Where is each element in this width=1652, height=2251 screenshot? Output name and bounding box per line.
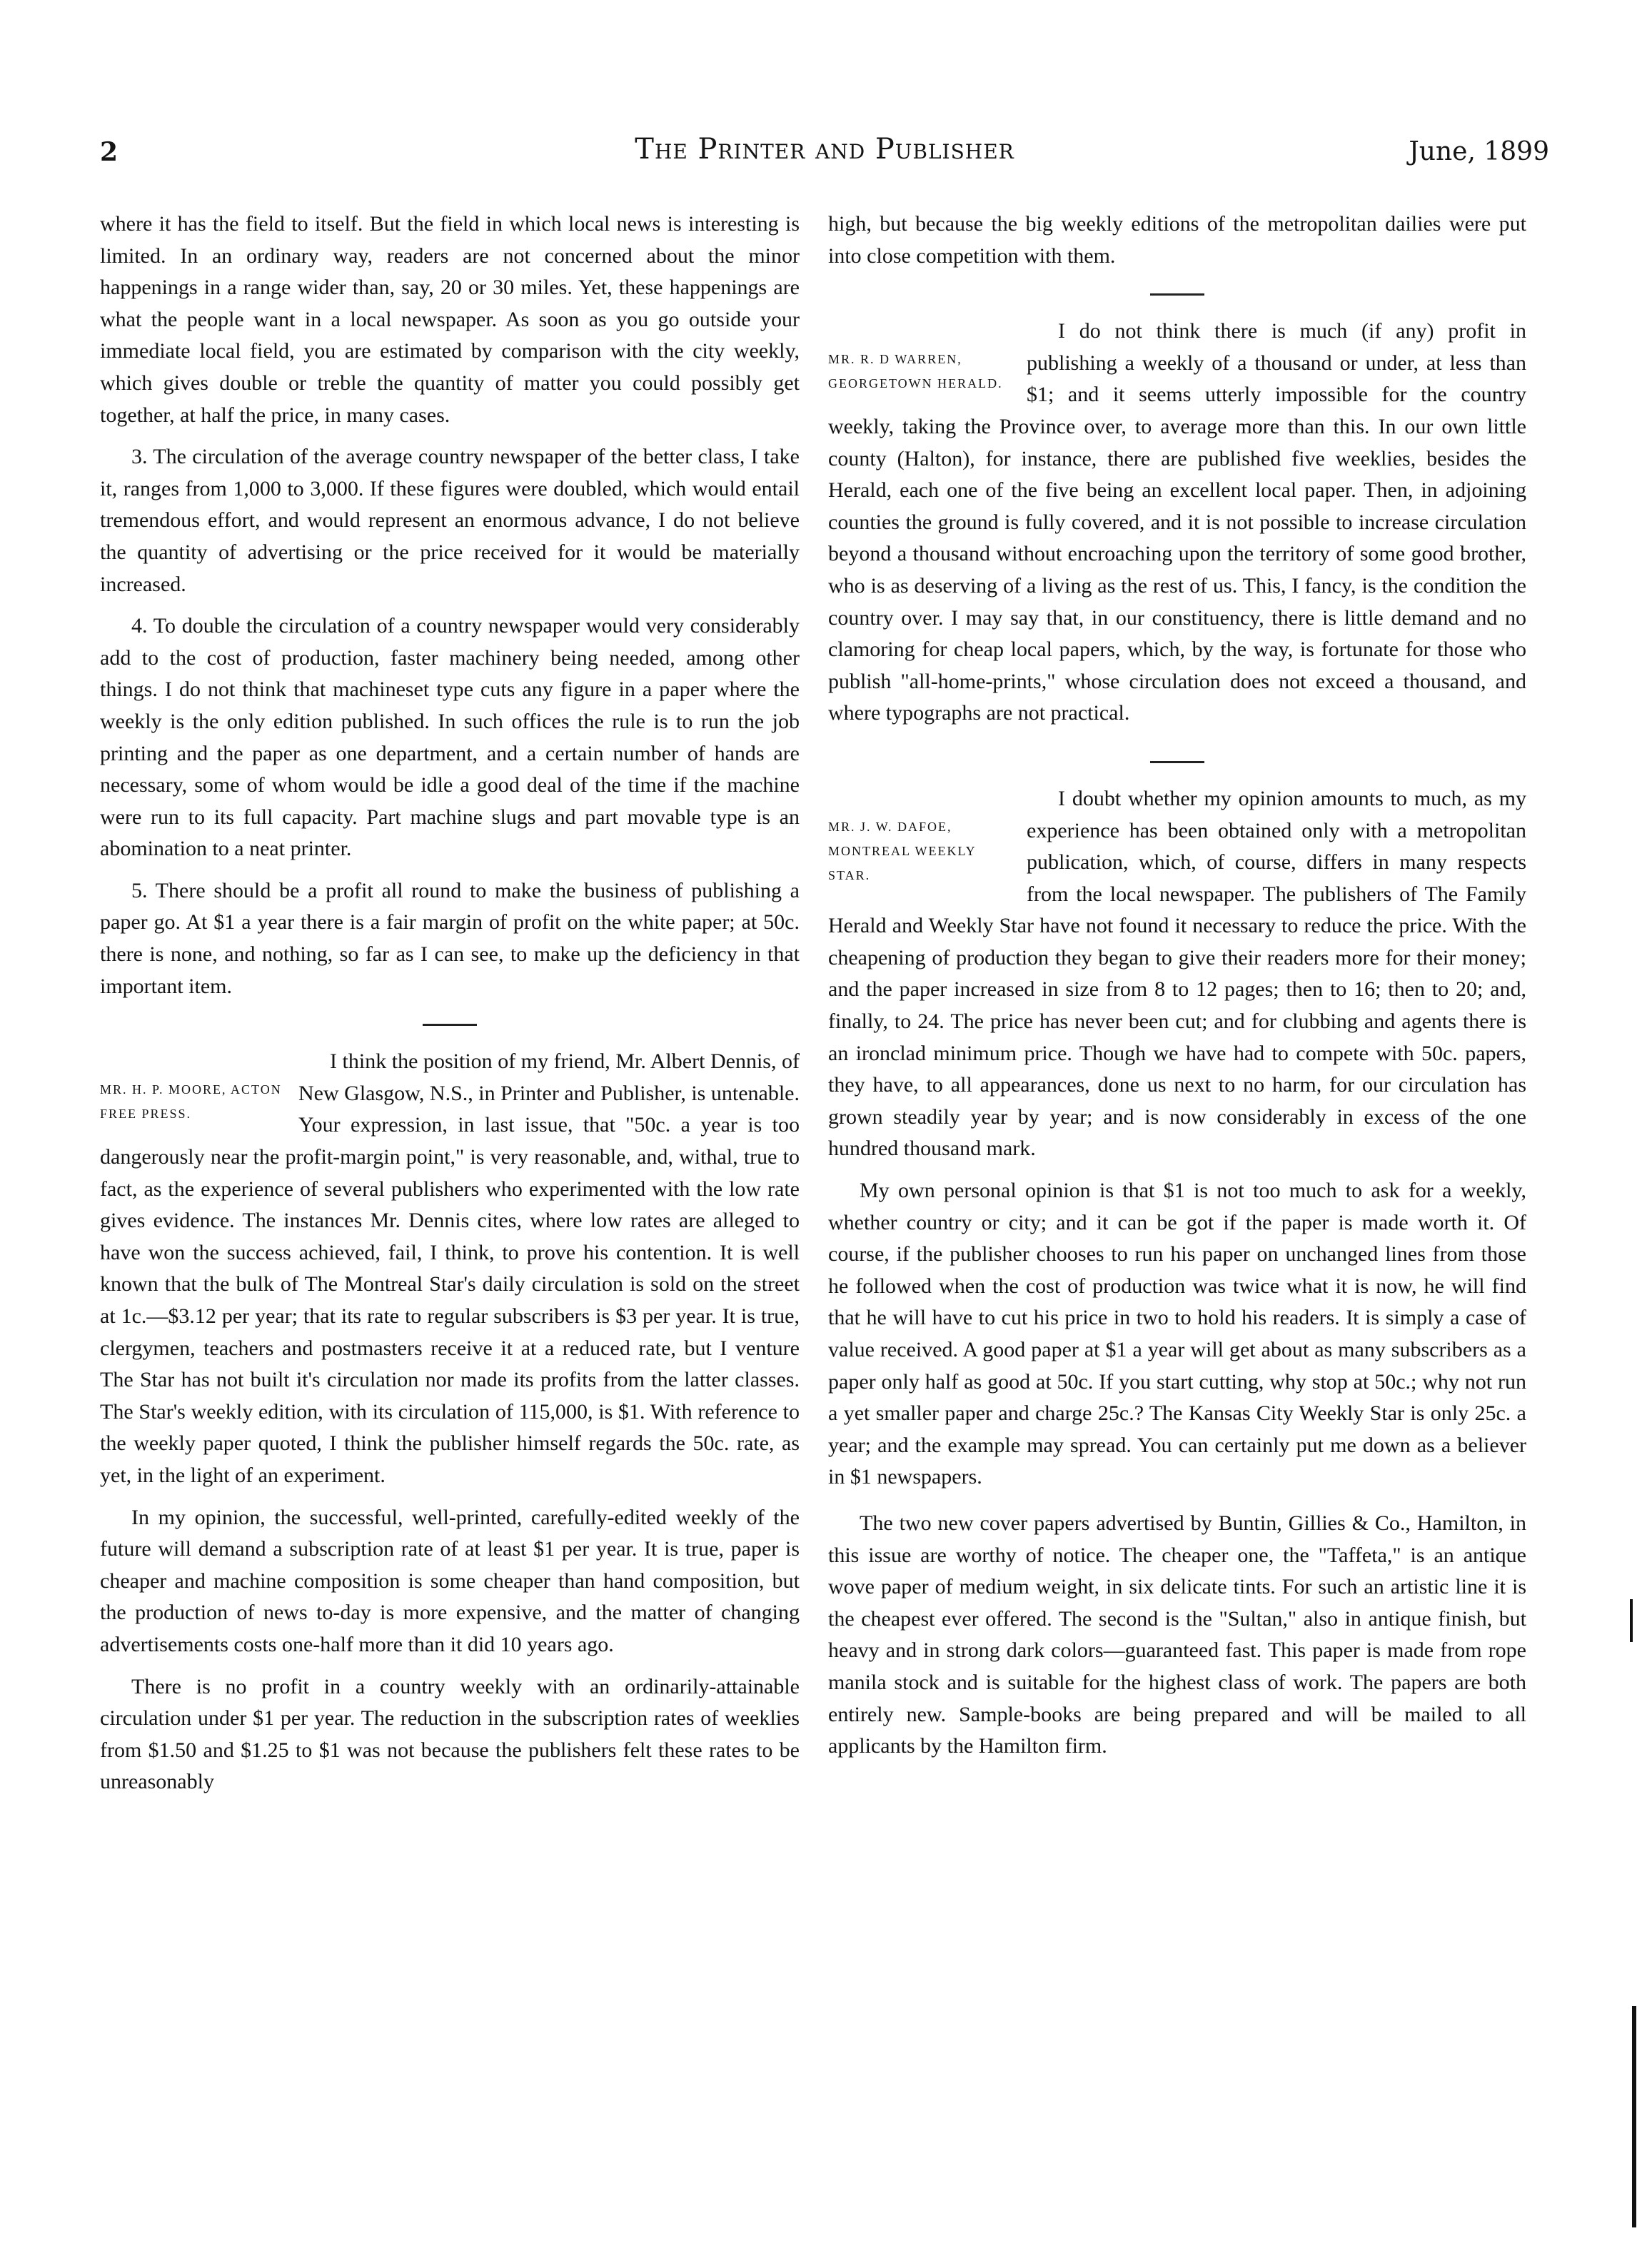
scan-mark [1632, 2006, 1636, 2227]
paragraph: There is no profit in a country weekly with an ordinarily-attainable circulation under $1 per year. The reduction in the subscription rates of weeklies from $1.50 and $1.25 to $1 was not because the publishers felt these rates to be unreasonably [100, 1674, 800, 1794]
author-sidenote: MR. J. W. DAFOE, MONTREAL WEEKLY STAR. [828, 819, 977, 882]
paragraph: 4. To double the circulation of a country newspaper would very considerably add to the cost of production, faster machinery being needed, among other things. I do not think that machineset type cuts any figure in a paper where the weekly is the only edition published. In such offices the rule is to run the job printing and the paper as one department, and a certain number of hands are necessary, some of whom would be idle a good deal of the time if the machine were run to its full capacity. Part machine slugs and part movable type is an abomination to a neat printer. [100, 614, 800, 861]
page-number: 2 [100, 137, 119, 167]
paragraph: I doubt whether my opinion amounts to much, as my experience has been obtained only with a metropolitan publication, which, of course, differs in many respects from the local newspaper. The publishers of The Family Herald and Weekly Star have not found it necessary to reduce the price. With the cheapening of production they began to give their readers more for their money; and the paper increased in size from 8 to 12 pages; then to 16; then to 20; and, finally, to 24. The price has never been cut; and for clubbing and agents there is an ironclad minimum price. Though we have had to compete with 50c. papers, they have, to all appearances, done us next to no harm, for our circulation has grown steadily year by year; and is now considerably in excess of the one hundred thousand mark. [828, 786, 1526, 1161]
paragraph: In my opinion, the successful, well-printed, carefully-edited weekly of the future will demand a subscription rate of at least $1 per year. It is true, paper is cheaper and machine composition is some cheaper than hand composition, but the production of news to-day is more expensive, and the matter of changing advertisements costs one-half more than it did 10 years ago. [100, 1505, 800, 1656]
page-header [100, 133, 1549, 177]
paragraph: The two new cover papers advertised by Buntin, Gillies & Co., Hamilton, in this issue are worthy of notice. The cheaper one, the "Taffeta," is an antique wove paper of medium weight, in six delicate tints. For such an artistic line it is the cheapest ever offered. The second is the "Sultan," also in antique finish, but heavy and in strong dark colors—guaranteed fast. This paper is made from rope manila stock and is suitable for the highest class of work. The papers are both entirely new. Sample-books are being prepared and will be mailed to all applicants by the Hamilton firm. [828, 1511, 1526, 1758]
paragraph: where it has the field to itself. But the field in which local news is interesting is limited. In an ordinary way, readers are not concerned about the minor happenings in a range wider than, say, 20 or 30 miles. Yet, these happenings are what the people want in a local newspaper. As soon as you go outside your immediate local field, you are estimated by comparison with the city weekly, which gives double or treble the quantity of matter you could possibly get together, at half the price, in many cases. [100, 212, 800, 427]
right-column [828, 208, 1526, 1773]
left-column [100, 208, 800, 1808]
section-divider [423, 1024, 477, 1026]
paragraph: 3. The circulation of the average country newspaper of the better class, I take it, ranges from 1,000 to 3,000. If these figures were doubled, which would entail tremendous effort, and would represent an enormous advance, I do not believe the quantity of advertising or the price received for it would be materially increased. [100, 445, 800, 596]
paragraph: 5. There should be a profit all round to make the business of publishing a paper go. At $1 a year there is a fair margin of profit on the white paper; at 50c. there is none, and nothing, so far as I can see, to make up the deficiency in that important item. [100, 878, 800, 998]
paragraph: My own personal opinion is that $1 is not too much to ask for a weekly, whether country or city; and it can be got if the paper is made worth it. Of course, if the publisher chooses to run his paper on unchanged lines from those he followed when the cost of production was twice what it is now, he will find that he will have to cut his price in two to hold his readers. It is simply a case of value received. A good paper at $1 a year will get about as many subscribers as a paper only half as good at 50c. If you start cutting, why stop at 50c.; why not run a yet smaller paper and charge 25c.? The Kansas City Weekly Star is only 25c. a year; and the example may spread. You can certainly put me down as a believer in $1 newspapers. [828, 1179, 1526, 1489]
issue-date: June, 1899 [1409, 137, 1549, 166]
scan-mark [1630, 1599, 1633, 1642]
paragraph: I do not think there is much (if any) profit in publishing a weekly of a thousand or under, at less than $1; and it seems utterly impossible for the country weekly, taking the Province over, to average more than this. In our own little county (Halton), for instance, there are published five weeklies, besides the Herald, each one of the five being an excellent local paper. Then, in adjoining counties the ground is fully covered, and it is not possible to increase circulation beyond a thousand without encroaching upon the territory of some good brother, who is as deserving of a living as the rest of us. This, I fancy, is the condition the country over. I may say that, in our constituency, there is little demand and no clamoring for cheap local papers, which, by the way, is fortunate for those who publish "all-home-prints," whose circulation does not exceed a thousand, and where typographs are not practical. [828, 319, 1526, 725]
letter-moore [100, 1046, 800, 1501]
section-divider [1150, 293, 1204, 296]
section-divider [1150, 761, 1204, 763]
paragraph: high, but because the big weekly editions of the metropolitan dailies were put into close competition with them. [828, 212, 1526, 268]
author-sidenote: MR. H. P. MOORE, ACTON FREE PRESS. [100, 1082, 282, 1122]
letter-warren [828, 316, 1526, 740]
letter-dafoe [828, 783, 1526, 1175]
paragraph: I think the position of my friend, Mr. Albert Dennis, of New Glasgow, N.S., in Printer and Publisher, is untenable. Your expression, in last issue, that "50c. a year is too dangerously near the profit-margin point," is very reasonable, and, withal, true to fact, as the experience of several publishers who experimented with the low rate gives evidence. The instances Mr. Dennis cites, where low rates are alleged to have won the success achieved, fail, I think, to prove his contention. It is well known that the bulk of The Montreal Star's daily circulation is sold on the street at 1c.—$3.12 per year; that its rate to regular subscribers is $3 per year. It is true, clergymen, teachers and postmasters receive it at a reduced rate, but I venture The Star has not built it's circulation nor made its profits from the latter classes. The Star's weekly edition, with its circulation of 115,000, is $1. With reference to the weekly paper quoted, I think the publisher himself regards the 50c. rate, as yet, in the light of an experiment. [100, 1049, 800, 1487]
journal-title: The Printer and Publisher [635, 133, 1014, 166]
author-sidenote: MR. R. D WARREN, GEORGETOWN HERALD. [828, 352, 1003, 391]
